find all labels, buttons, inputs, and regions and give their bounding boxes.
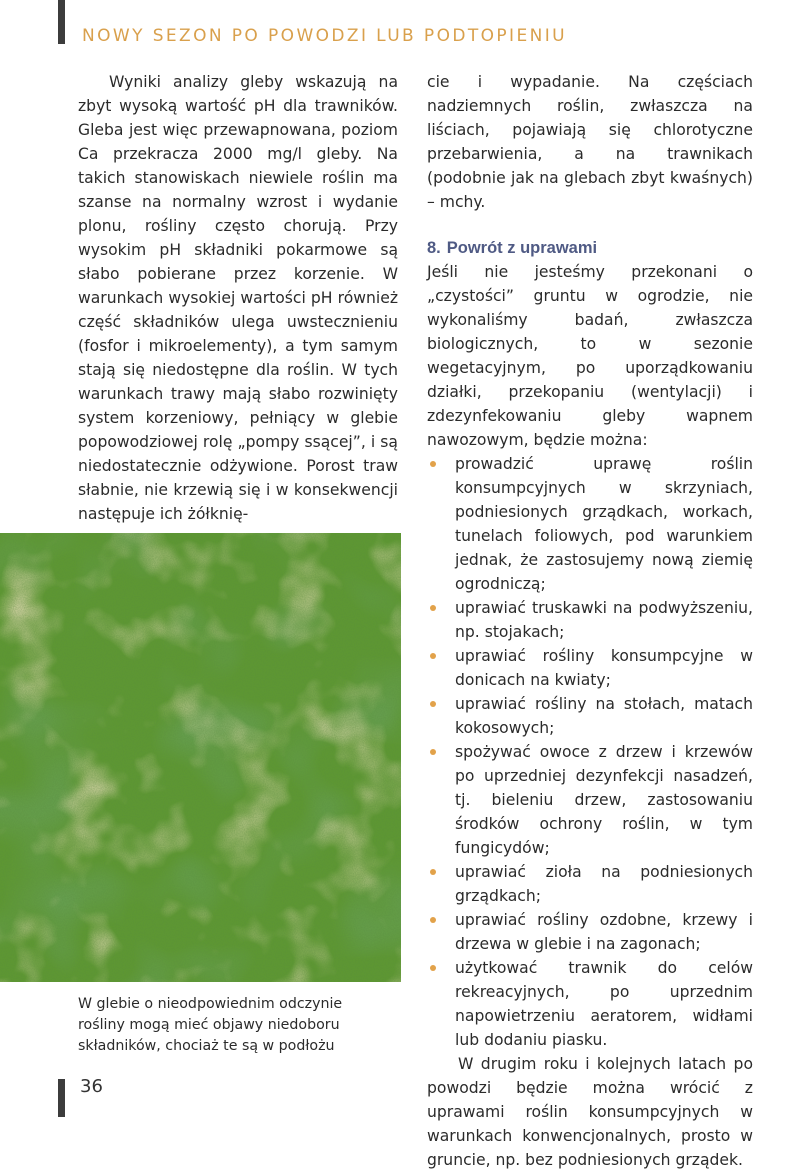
bullet-list (427, 452, 753, 1052)
list-item-text: uprawiać rośliny konsumpcyjne w donicach na kwiaty; (455, 647, 753, 689)
photo-caption: W glebie o nieodpowiednim odczynie rośliny mogą mieć objawy niedoboru składników, chociaż te są w podłożu (78, 996, 343, 1054)
footer-accent-bar (58, 1079, 65, 1117)
list-item (427, 644, 753, 692)
bullet-dot-icon (430, 965, 436, 971)
list-item-text: uprawiać zioła na podniesionych grządkach; (455, 863, 753, 905)
list-item (427, 692, 753, 740)
section-number: 8. (427, 239, 441, 257)
list-item (427, 908, 753, 956)
section-heading (427, 236, 753, 260)
list-item (427, 452, 753, 596)
list-item (427, 956, 753, 1052)
bullet-dot-icon (430, 701, 436, 707)
bullet-dot-icon (430, 461, 436, 467)
section-title: Powrót z uprawami (446, 239, 598, 257)
list-item (427, 596, 753, 644)
list-item-text: uprawiać truskawki na podwyższeniu, np. stojakach; (455, 599, 753, 641)
list-item-text: uprawiać rośliny ozdobne, krzewy i drzewa w glebie i na zagonach; (455, 911, 753, 953)
list-item-text: spożywać owoce z drzew i krzewów po uprzedniej dezynfekcji nasadzeń, tj. bieleniu drzew, zastosowaniu środków ochrony roślin, w tym fungicydów; (455, 743, 753, 857)
page-number: 36 (80, 1076, 103, 1097)
bullet-dot-icon (430, 749, 436, 755)
bullet-dot-icon (430, 869, 436, 875)
closing-paragraph: W drugim roku i kolejnych latach po powodzi będzie można wrócić z uprawami roślin konsumpcyjnych w warunkach konwencjonalnych, prosto w gruncie, np. bez podniesionych grządek. (427, 1055, 753, 1169)
list-item (427, 740, 753, 860)
list-item (427, 860, 753, 908)
list-item-text: uprawiać rośliny na stołach, matach kokosowych; (455, 695, 753, 737)
body-paragraph: Wyniki analizy gleby wskazują na zbyt wysoką wartość pH dla trawników. Gleba jest więc przewapnowana, poziom Ca przekracza 2000 mg/l gleby. Na takich stanowiskach niewiele roślin ma szanse na normalny wzrost i wydanie plonu, rośliny często chorują. Przy wysokim pH składniki pokarmowe są słabo pobierane przez korzenie. W warunkach wysokiej wartości pH również część składników ulega uwstecznieniu (fosfor i mikroelementy), a tym samym stają się niedostępne dla roślin. W tych warunkach trawy mają słabo rozwinięty system korzeniowy, pełniący w glebie popowodziowej rolę „pompy ssącej”, i są niedostatecznie odżywione. Porost traw słabnie, nie krzewią się i w konsekwencji następuje ich żółknię- (78, 73, 398, 523)
continued-paragraph: cie i wypadanie. Na częściach nadziemnych roślin, zwłaszcza na liściach, pojawiają się chlorotyczne przebarwienia, a na trawnikach (podobnie jak na glebach zbyt kwaśnych) – mchy. (427, 73, 753, 211)
lawn-photo (0, 533, 401, 982)
bullet-dot-icon (430, 917, 436, 923)
lawn-photo-image (0, 533, 401, 982)
header-accent-bar (58, 0, 65, 44)
running-title: NOWY SEZON PO POWODZI LUB PODTOPIENIU (82, 26, 567, 46)
list-item-text: prowadzić uprawę roślin konsumpcyjnych w skrzyniach, podniesionych grządkach, workach, tunelach foliowych, pod warunkiem jednak, że zastosujemy nową ziemię ogrodniczą; (455, 455, 753, 593)
list-item-text: użytkować trawnik do celów rekreacyjnych, po uprzednim napowietrzeniu aeratorem, widłami lub dodaniu piasku. (455, 959, 753, 1049)
bullet-dot-icon (430, 605, 436, 611)
right-column (427, 70, 753, 1172)
bullet-dot-icon (430, 653, 436, 659)
section-intro: Jeśli nie jesteśmy przekonani o „czystości” gruntu w ogrodzie, nie wykonaliśmy badań, zwłaszcza biologicznych, to w sezonie wegetacyjnym, po uporządkowaniu działki, przekopaniu (wentylacji) i zdezynfekowaniu gleby wapnem nawozowym, będzie można: (427, 263, 753, 449)
left-column (78, 70, 398, 526)
